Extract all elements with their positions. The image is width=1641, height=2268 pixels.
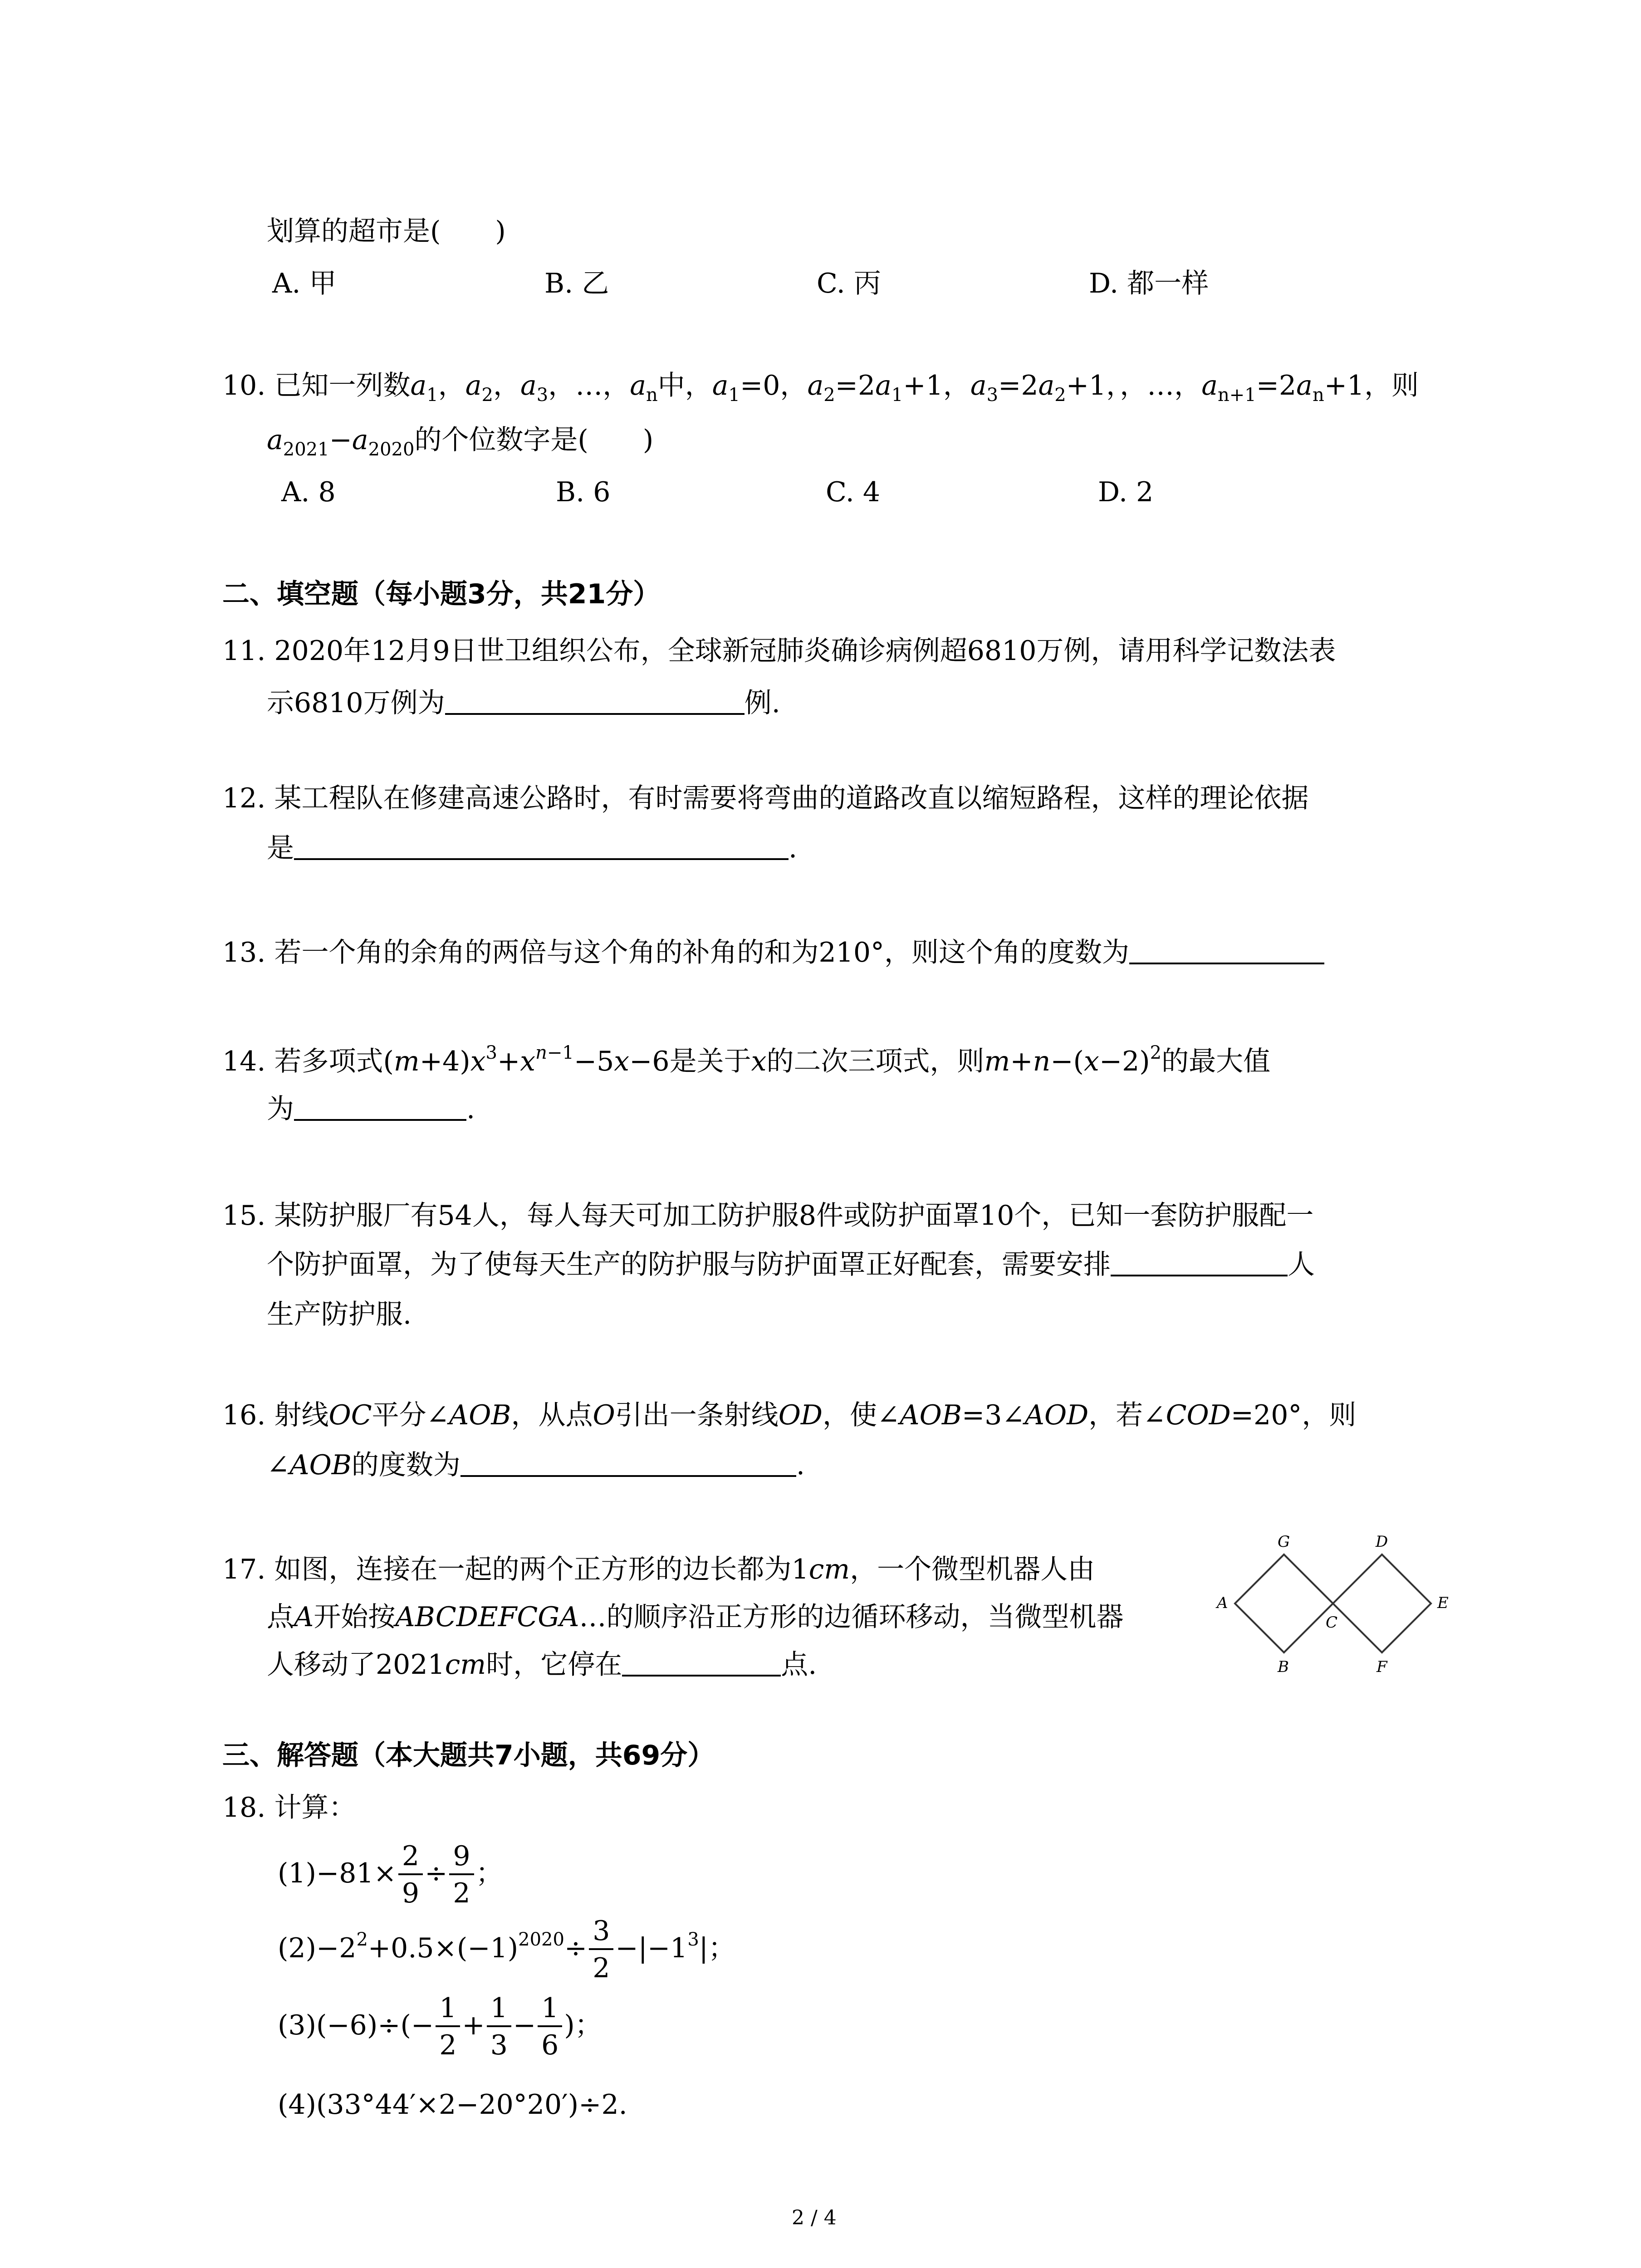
q9-option-a: A. 甲	[272, 268, 337, 299]
fraction: $\frac{9}{2}$	[449, 1839, 474, 1911]
question-number: 10.	[222, 370, 266, 401]
q16-line-1: 16. 射线OC平分∠AOB，从点O引出一条射线OD，使∠AOB=3∠AOD，若∠COD=20°，则	[222, 1399, 1357, 1431]
vertex-label-c: C	[1326, 1613, 1338, 1632]
vertex-label-f: F	[1376, 1658, 1387, 1676]
q14-line-1: 14. 若多项式$(m+4)x^3+x^{n-1}-5x-6$是关于x的二次三项式，则$m+n-(x-2)^2$的最大值	[222, 1042, 1271, 1077]
question-number: 17.	[222, 1554, 266, 1585]
answer-blank[interactable]	[294, 1091, 466, 1121]
vertex-label-a: A	[1217, 1594, 1228, 1612]
q15-line-3: 生产防护服.	[267, 1299, 412, 1330]
two-squares-figure	[1207, 1524, 1461, 1687]
q13-line-1: 13. 若一个角的余角的两倍与这个角的补角的和为210°，则这个角的度数为	[222, 934, 1324, 971]
fraction: $\frac{1}{2}$	[436, 1991, 460, 2063]
vertex-label-b: B	[1278, 1658, 1289, 1676]
q17-line-3: 人移动了2021cm时，它停在 点.	[267, 1647, 817, 1683]
q9-option-c: C. 丙	[817, 268, 881, 299]
q11-line-1: 11. 2020年12月9日世卫组织公布，全球新冠肺炎确诊病例超6810万例，请用科学记数法表	[222, 635, 1336, 667]
q18-part-2: $(2)-2^2+0.5\times(-1)^{2020}\div$ $\frac{3}{2}$ $-|-1^3|$；	[278, 1912, 735, 1986]
page-number: 2 / 4	[792, 2206, 837, 2229]
q10-option-b: B. 6	[556, 476, 611, 508]
answer-blank[interactable]	[1111, 1246, 1288, 1276]
question-number: 12.	[222, 782, 266, 814]
q12-line-2: 是 .	[267, 830, 797, 866]
q10-line-2: $a_{2021}-a_{2020}$的个位数字是( )	[267, 424, 654, 460]
answer-blank[interactable]	[1129, 934, 1324, 964]
q15-line-1: 15. 某防护服厂有54人，每人每天可加工防护服8件或防护面罩10个，已知一套防护服配一	[222, 1200, 1314, 1232]
vertex-label-d: D	[1376, 1533, 1388, 1551]
q18-part-1: (1)−81× $\frac{2}{9}$ ÷ $\frac{9}{2}$ ；	[278, 1837, 503, 1911]
q10-option-c: C. 4	[826, 476, 881, 508]
fraction: $\frac{1}{3}$	[487, 1991, 511, 2063]
fraction: $\frac{2}{9}$	[398, 1839, 423, 1911]
q14-line-2: 为 .	[267, 1091, 475, 1127]
q9-stem-cont: 划算的超市是( )	[267, 215, 506, 247]
section-heading-fill-in: 二、填空题（每小题3分，共21分）	[222, 578, 661, 610]
question-number: 11.	[222, 635, 266, 667]
answer-blank[interactable]	[445, 685, 745, 715]
q15-line-2: 个防护面罩，为了使每天生产的防护服与防护面罩正好配套，需要安排 人	[267, 1246, 1315, 1283]
q18-part-3: (3)(−6)÷(− $\frac{1}{2}$ + $\frac{1}{3}$ − $\frac{1}{6}$ )；	[278, 1989, 602, 2063]
q10-option-a: A. 8	[281, 476, 336, 508]
q11-line-2: 示6810万例为 例.	[267, 685, 780, 721]
right-square	[1333, 1554, 1431, 1652]
vertex-label-e: E	[1437, 1594, 1449, 1612]
q17-line-2: 点A开始按ABCDEFCGA…的顺序沿正方形的边循环移动，当微型机器	[267, 1601, 1124, 1633]
q12-line-1: 12. 某工程队在修建高速公路时，有时需要将弯曲的道路改直以缩短路程，这样的理论依据	[222, 782, 1309, 814]
q9-option-b: B. 乙	[544, 268, 609, 299]
q17-line-1: 17. 如图，连接在一起的两个正方形的边长都为1cm，一个微型机器人由	[222, 1554, 1095, 1585]
question-number: 13.	[222, 937, 266, 968]
q9-option-d: D. 都一样	[1089, 268, 1209, 299]
q16-line-2: ∠AOB的度数为 .	[267, 1447, 805, 1483]
q10-option-d: D. 2	[1098, 476, 1154, 508]
answer-blank[interactable]	[460, 1447, 796, 1477]
question-number: 14.	[222, 1046, 266, 1077]
answer-blank[interactable]	[294, 830, 789, 860]
fraction: $\frac{1}{6}$	[538, 1991, 562, 2063]
vertex-label-g: G	[1278, 1533, 1290, 1551]
left-square	[1235, 1554, 1333, 1652]
fraction: $\frac{3}{2}$	[589, 1914, 613, 1986]
q10-line-1: 10. 已知一列数$a_1$，$a_2$，$a_3$，…，$a_n$中，$a_1=0$，$a_2=2a_1+1$，$a_3=2a_2+1$，，…，$a_{n+1}=2a_n+1$，则	[222, 370, 1419, 406]
answer-blank[interactable]	[622, 1647, 781, 1677]
section-heading-solve: 三、解答题（本大题共7小题，共69分）	[222, 1740, 715, 1771]
q18-title: 18. 计算：	[222, 1792, 356, 1823]
question-number: 18.	[222, 1792, 266, 1823]
q18-part-4: (4)(33°44′×2−20°20′)÷2.	[278, 2089, 627, 2121]
question-number: 16.	[222, 1399, 266, 1431]
question-number: 15.	[222, 1200, 266, 1232]
